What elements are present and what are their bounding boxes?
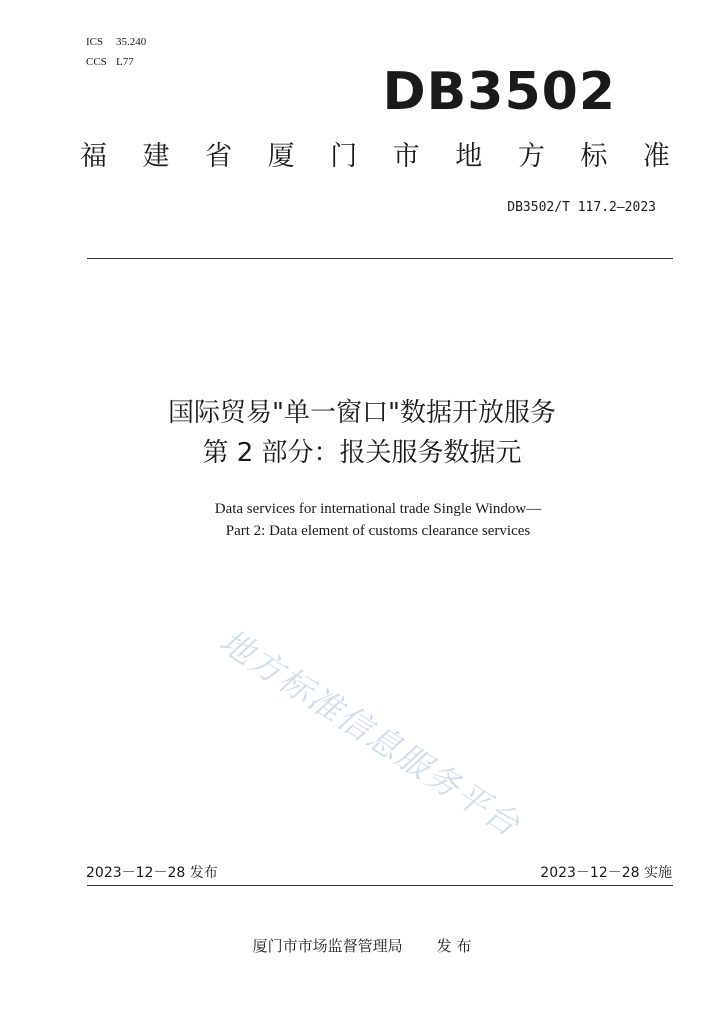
title-en-line1: Data services for international trade Single Window— <box>214 501 542 517</box>
title-zh-line1: 国际贸易"单一窗口"数据开放服务 <box>168 398 556 428</box>
standard-type-char: 准 <box>642 141 670 172</box>
ics-label: ICS <box>86 36 104 48</box>
standard-type-char: 厦 <box>267 141 295 172</box>
ics-code <box>86 35 146 49</box>
document-title-zh <box>0 393 724 473</box>
publisher-line <box>0 936 724 956</box>
ccs-code <box>86 55 134 69</box>
standard-type-title <box>80 140 670 174</box>
publisher-name: 厦门市市场监督管理局 <box>252 937 403 955</box>
standard-type-char: 标 <box>580 141 608 172</box>
ccs-value: L77 <box>116 56 134 68</box>
ccs-label: CCS <box>86 56 107 68</box>
top-divider <box>87 258 673 259</box>
issue-date: 2023－12－28 发布 <box>86 865 218 881</box>
standard-type-char: 门 <box>330 141 358 172</box>
implementation-date: 2023－12－28 实施 <box>540 865 672 881</box>
standard-number: DB3502/T 117.2—2023 <box>507 200 656 215</box>
db-logo: DB3502 <box>382 62 616 122</box>
bottom-divider <box>87 885 673 886</box>
title-zh-line2: 第 2 部分：报关服务数据元 <box>202 438 522 468</box>
standard-type-char: 方 <box>517 141 545 172</box>
standard-type-char: 市 <box>392 141 420 172</box>
standard-type-char: 省 <box>205 141 233 172</box>
standard-type-char: 地 <box>455 141 483 172</box>
title-en-line2: Part 2: Data element of customs clearance services <box>225 523 531 539</box>
standard-type-char: 建 <box>142 141 170 172</box>
standard-type-char: 福 <box>80 141 107 172</box>
ics-value: 35.240 <box>116 36 147 48</box>
document-title-en <box>0 498 724 542</box>
watermark: 地方标准信息服务平台 <box>212 621 528 845</box>
publish-label: 发 布 <box>436 937 472 955</box>
